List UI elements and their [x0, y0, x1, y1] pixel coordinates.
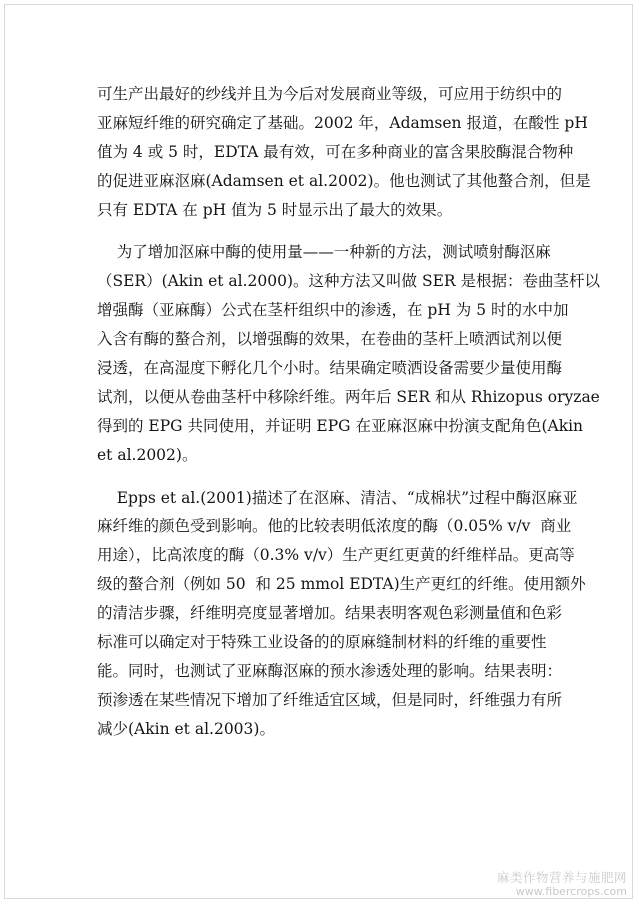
watermark [497, 871, 627, 899]
text-line: 麻纤维的颜色受到影响。他的比较表明低浓度的酶（0.05% v/v 商业 [97, 517, 572, 536]
text-line: 可生产出最好的纱线并且为今后对发展商业等级，可应用于纺织中的 [97, 85, 563, 103]
text-line: 标准可以确定对于特殊工业设备的的原麻缝制材料的纤维的重要性 [97, 633, 547, 652]
paragraph-1 [97, 80, 591, 224]
text-line: 为了增加沤麻中酶的使用量——一种新的方法，测试喷射酶沤麻 [97, 243, 551, 262]
text-line: 浸透，在高湿度下孵化几个小时。结果确定喷洒设备需要少量使用酶 [97, 359, 563, 378]
text-line: 能。同时，也测试了亚麻酶沤麻的预水渗透处理的影响。结果表明： [97, 661, 563, 680]
text-line: 增强酶（亚麻酶）公式在茎杆组织中的渗透，在 pH 为 5 时的水中加 [97, 301, 569, 320]
text-line: 预渗透在某些情况下增加了纤维适宜区域，但是同时，纤维强力有所 [97, 690, 563, 709]
body-text [97, 80, 601, 744]
text-line: 值为 4 或 5 时，EDTA 最有效，可在多种商业的富含果胶酶混合物种 [97, 142, 574, 161]
text-line: 的清洁步骤，纤维明亮度显著增加。结果表明客观色彩测量值和色彩 [97, 604, 563, 623]
text-line: 只有 EDTA 在 pH 值为 5 时显示出了最大的效果。 [97, 200, 453, 219]
watermark-url: www.fibercrops.com [515, 885, 627, 898]
text-line: 用途），比高浓度的酶（0.3% v/v）生产更红更黄的纤维样品。更高等 [97, 546, 575, 565]
text-line: 入含有酶的螯合剂，以增强酶的效果，在卷曲的茎杆上喷洒试剂以便 [97, 330, 563, 349]
text-line: et al.2002)。 [97, 445, 198, 464]
text-line: （SER）(Akin et al.2000)。这种方法又叫做 SER 是根据：卷曲茎杆以 [97, 272, 601, 291]
text-line: 减少(Akin et al.2003)。 [97, 719, 275, 738]
paragraph-2 [97, 238, 601, 469]
text-line: Epps et al.(2001)描述了在沤麻、清洁、“成棉状”过程中酶沤麻亚 [97, 488, 578, 507]
text-line: 级的螯合剂（例如 50 和 25 mmol EDTA)生产更红的纤维。使用额外 [97, 575, 586, 594]
text-line: 试剂，以便从卷曲茎杆中移除纤维。两年后 SER 和从 Rhizopus oryzae [97, 387, 600, 406]
watermark-site-name: 麻类作物营养与施肥网 [496, 870, 627, 885]
text-line: 得到的 EPG 共同使用，并证明 EPG 在亚麻沤麻中扮演支配角色(Akin [97, 416, 584, 435]
paragraph-gap [97, 224, 556, 238]
paragraph-gap [97, 470, 556, 484]
paragraph-3 [97, 484, 586, 744]
text-line: 的促进亚麻沤麻(Adamsen et al.2002)。他也测试了其他螯合剂，但是 [97, 171, 591, 190]
text-line: 亚麻短纤维的研究确定了基础。2002 年，Adamsen 报道，在酸性 pH [97, 113, 588, 132]
